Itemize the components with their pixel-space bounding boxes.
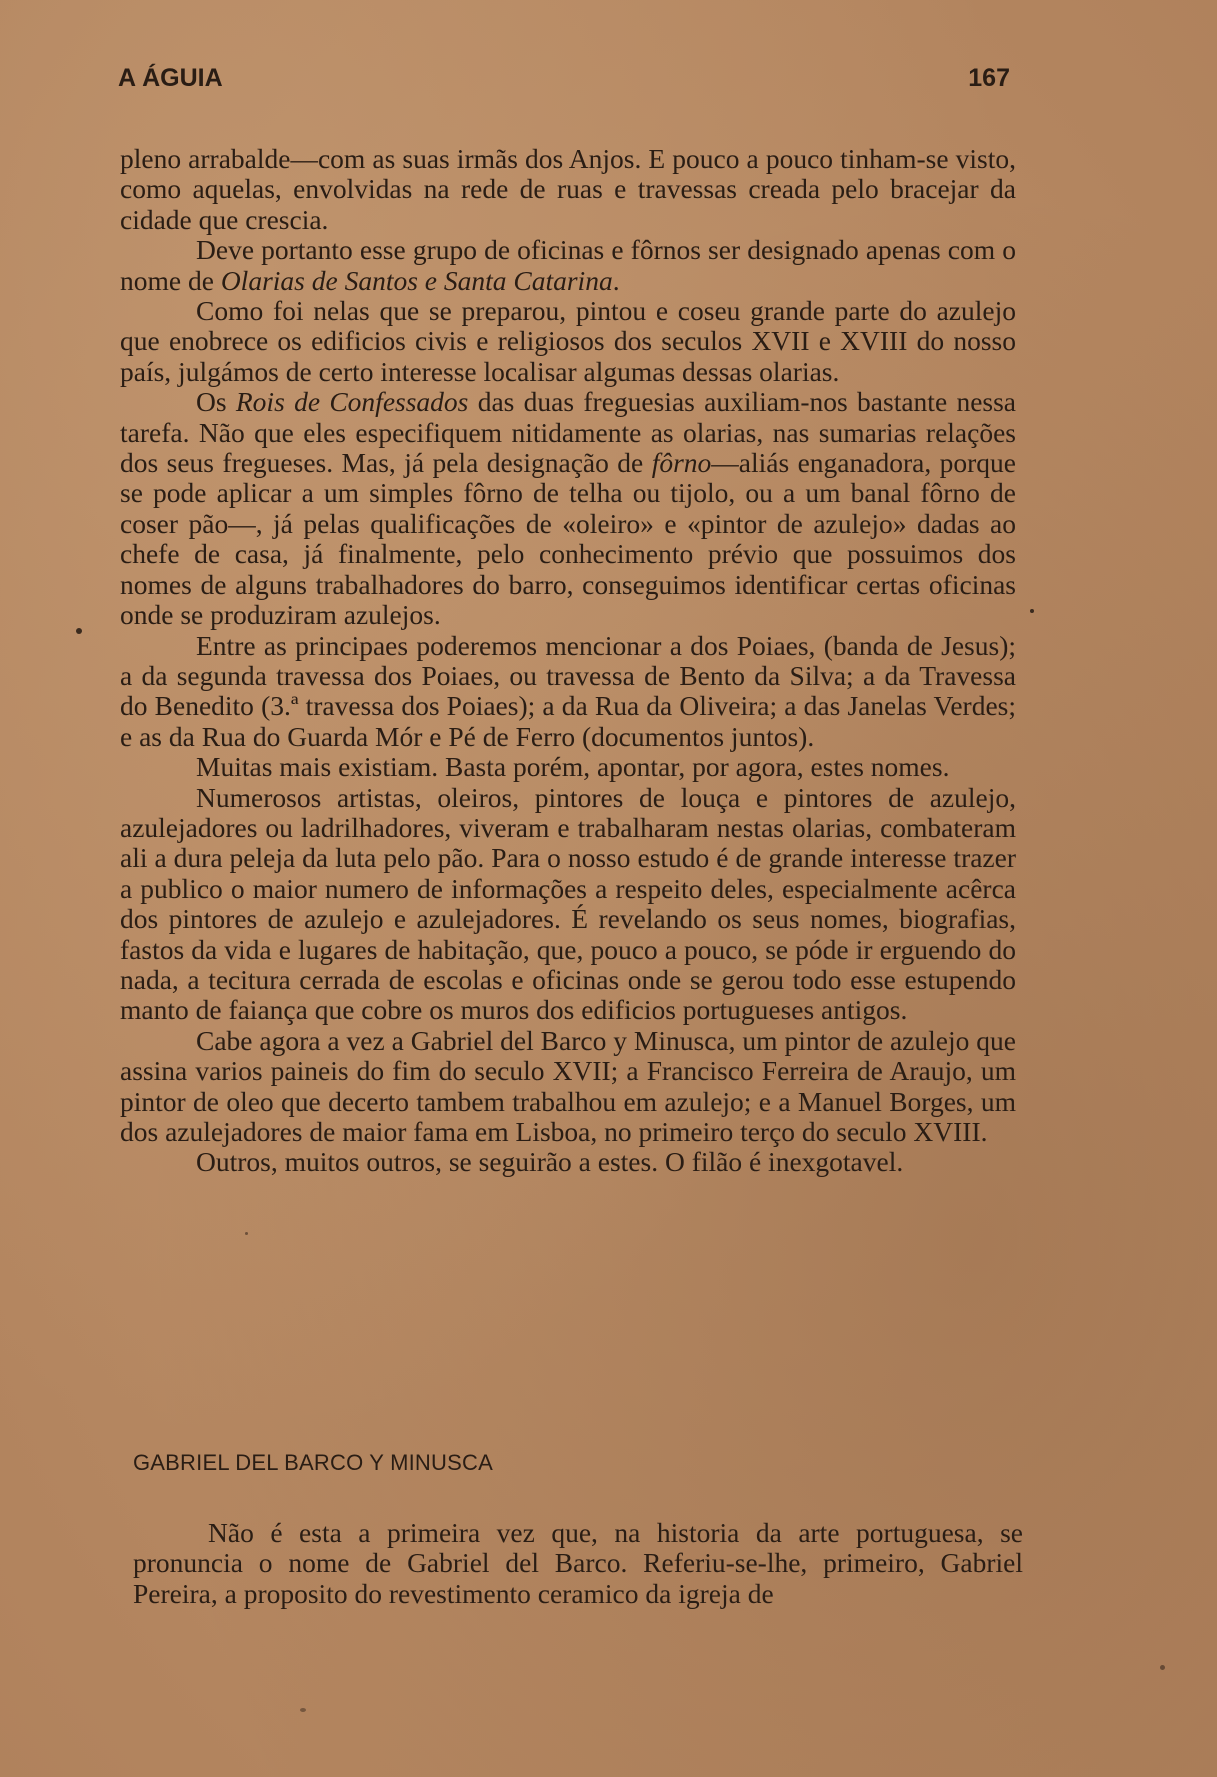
italic-text: Olarias de Santos e Santa Catarina	[220, 264, 613, 296]
text-run: Outros, muitos outros, se seguirão a estes. O filão é inexgotavel.	[196, 1146, 904, 1178]
text-run: Deve portanto esse grupo de oficinas e fôrnos ser designado apenas com o nome de	[120, 234, 1016, 296]
section-body-text	[133, 1518, 1023, 1609]
journal-title: A ÁGUIA	[118, 64, 223, 92]
italic-text: fôrno	[651, 447, 712, 479]
paper-spot	[300, 1708, 306, 1712]
paragraph	[120, 144, 1016, 235]
paragraph	[120, 387, 1016, 630]
text-run: das duas freguesias auxiliam-nos bastante nessa tarefa. Não que eles especifiquem nitidamente as olarias, nas sumarias relações dos seus fregueses. Mas, já pela designação de	[120, 386, 1017, 479]
paper-spot	[1160, 1665, 1165, 1670]
text-run: Como foi nelas que se preparou, pintou e coseu grande parte do azulejo que enobrece os edificios civis e religiosos dos seculos XVII e XVIII do nosso país, julgámos de certo interesse localisar algumas dessas olarias.	[120, 295, 1016, 387]
paper-spot	[76, 628, 82, 634]
paper-spot	[245, 1232, 248, 1235]
paragraph	[120, 1147, 1016, 1177]
text-run: Entre as principaes poderemos mencionar a dos Poiaes, (banda de Jesus); a da segunda travessa dos Poiaes, ou travessa de Bento da Silva; a da Travessa do Benedito (3.ª travessa dos Poiaes); a da Rua da Oliveira; a das Janelas Verdes; e as da Rua do Guarda Mór e Pé de Ferro (documentos juntos).	[120, 629, 1016, 752]
text-run: Muitas mais existiam. Basta porém, apontar, por agora, estes nomes.	[196, 751, 950, 783]
paragraph	[120, 235, 1016, 296]
section-heading: GABRIEL DEL BARCO Y MINUSCA	[133, 1450, 493, 1475]
page-number: 167	[968, 64, 1010, 92]
running-head	[118, 64, 1010, 104]
text-run: .	[612, 264, 620, 296]
paper-spot	[1030, 609, 1034, 613]
paragraph	[120, 1026, 1016, 1148]
paragraph	[120, 783, 1016, 1026]
text-run: Os	[196, 386, 236, 418]
text-run: Não é esta a primeira vez que, na historia da arte portuguesa, se pronuncia o nome de Gabriel del Barco. Referiu-se-lhe, primeiro, Gabriel Pereira, a proposito do revestimento ceramico da igreja de	[133, 1517, 1023, 1609]
text-run: Numerosos artistas, oleiros, pintores de louça e pintores de azulejo, azulejadores ou ladrilhadores, viveram e trabalharam nestas olarias, combateram ali a dura peleja da luta pelo pão. Para o nosso estudo é de grande interesse trazer a publico o maior numero de informações a respeito deles, especialmente acêrca dos pintores de azulejo e azulejadores. É revelando os seus nomes, biografias, fastos da vida e lugares de habitação, que, pouco a pouco, se póde ir erguendo do nada, a tecitura cerrada de escolas e oficinas onde se gerou todo esse estupendo manto de faiança que cobre os muros dos edificios portugueses antigos.	[120, 781, 1016, 1026]
text-run: Cabe agora a vez a Gabriel del Barco y Minusca, um pintor de azulejo que assina varios paineis do fim do seculo XVII; a Francisco Ferreira de Araujo, um pintor de oleo que decerto tambem trabalhou em azulejo; e a Manuel Borges, um dos azulejadores de maior fama em Lisboa, no primeiro terço do seculo XVIII.	[120, 1024, 1016, 1147]
main-body-text	[120, 144, 1016, 1178]
italic-text: Rois de Confessados	[235, 386, 469, 418]
text-run: pleno arrabalde—com as suas irmãs dos Anjos. E pouco a pouco tinham-se visto, como aquelas, envolvidas na rede de ruas e travessas creada pelo bracejar da cidade que crescia.	[120, 143, 1016, 235]
text-run: —aliás enganadora, porque se pode aplicar a um simples fôrno de telha ou tijolo, ou a um banal fôrno de coser pão—, já pelas qualificações de «oleiro» e «pintor de azulejo» dadas ao chefe de casa, já finalmente, pelo conhecimento prévio que possuimos dos nomes de alguns trabalhadores do barro, conseguimos identificar certas oficinas onde se produziram azulejos.	[120, 447, 1016, 631]
paragraph	[120, 631, 1016, 753]
paragraph	[120, 752, 1016, 782]
paragraph	[120, 296, 1016, 387]
paragraph	[133, 1518, 1023, 1609]
